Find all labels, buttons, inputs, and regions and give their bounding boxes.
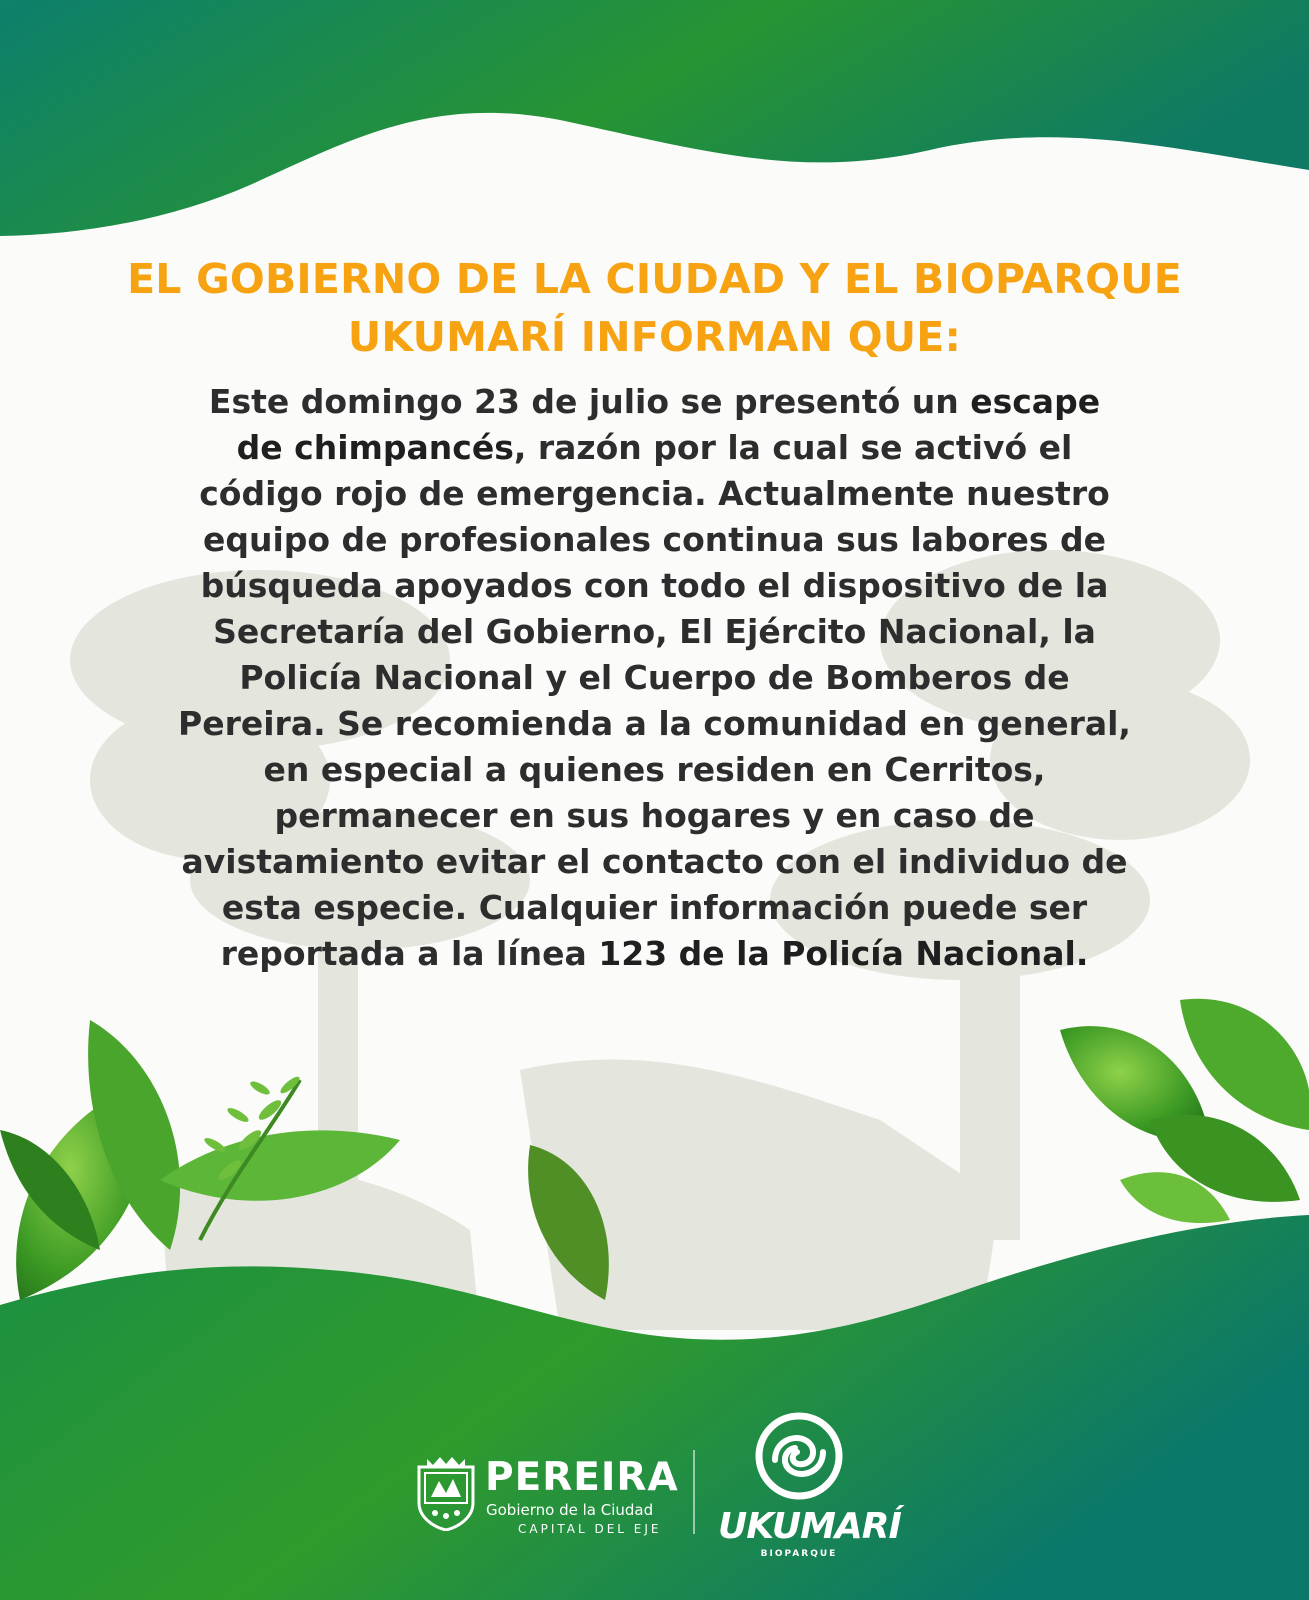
body-emphasis-police-line: 123 de la Policía Nacional. bbox=[598, 934, 1089, 973]
ukumari-logo-subtitle: BIOPARQUE bbox=[760, 1549, 838, 1559]
headline-line-2: UKUMARÍ INFORMAN QUE: bbox=[347, 313, 962, 361]
pereira-logo-tagline: CAPITAL DEL EJE bbox=[518, 1522, 662, 1536]
footer-logos bbox=[405, 1410, 905, 1570]
body-emphasis-escape: escape bbox=[970, 382, 1101, 421]
body-line-5: búsqueda apoyados con todo el dispositivo de la bbox=[200, 566, 1109, 605]
announcement-body bbox=[60, 379, 1249, 977]
body-line-6: Secretaría del Gobierno, El Ejército Nacional, la bbox=[213, 612, 1096, 651]
ukumari-logo-name: UKUMARÍ bbox=[718, 1506, 901, 1547]
body-line-10: permanecer en sus hogares y en caso de bbox=[274, 796, 1035, 835]
pereira-logo-name: PEREIRA bbox=[485, 1455, 679, 1500]
crest-icon bbox=[413, 1453, 479, 1531]
body-line-1: Este domingo 23 de julio se presentó un bbox=[208, 382, 971, 421]
leaves-right bbox=[1060, 999, 1309, 1223]
body-line-4: equipo de profesionales continua sus labores de bbox=[202, 520, 1107, 559]
pereira-logo-subtitle: Gobierno de la Ciudad bbox=[486, 1501, 654, 1519]
body-line-3: código rojo de emergencia. Actualmente nuestro bbox=[199, 474, 1110, 513]
headline-line-1: EL GOBIERNO DE LA CIUDAD Y EL BIOPARQUE bbox=[127, 255, 1182, 303]
body-line-11: avistamiento evitar el contacto con el individuo de bbox=[181, 842, 1128, 881]
body-line-7: Policía Nacional y el Cuerpo de Bomberos de bbox=[239, 658, 1070, 697]
body-line-2: , razón por la cual se activó el bbox=[513, 428, 1073, 467]
headline bbox=[40, 250, 1269, 366]
spiral-emblem-icon bbox=[753, 1410, 845, 1502]
body-line-12: esta especie. Cualquier información puede ser bbox=[221, 888, 1088, 927]
logo-divider bbox=[693, 1450, 695, 1534]
body-line-9: en especial a quienes residen en Cerritos, bbox=[263, 750, 1046, 789]
body-line-8: Pereira. Se recomienda a la comunidad en general, bbox=[178, 704, 1131, 743]
body-line-13: reportada a la línea bbox=[220, 934, 599, 973]
top-wave bbox=[0, 0, 1309, 236]
body-emphasis-chimpances: de chimpancés bbox=[236, 428, 514, 467]
